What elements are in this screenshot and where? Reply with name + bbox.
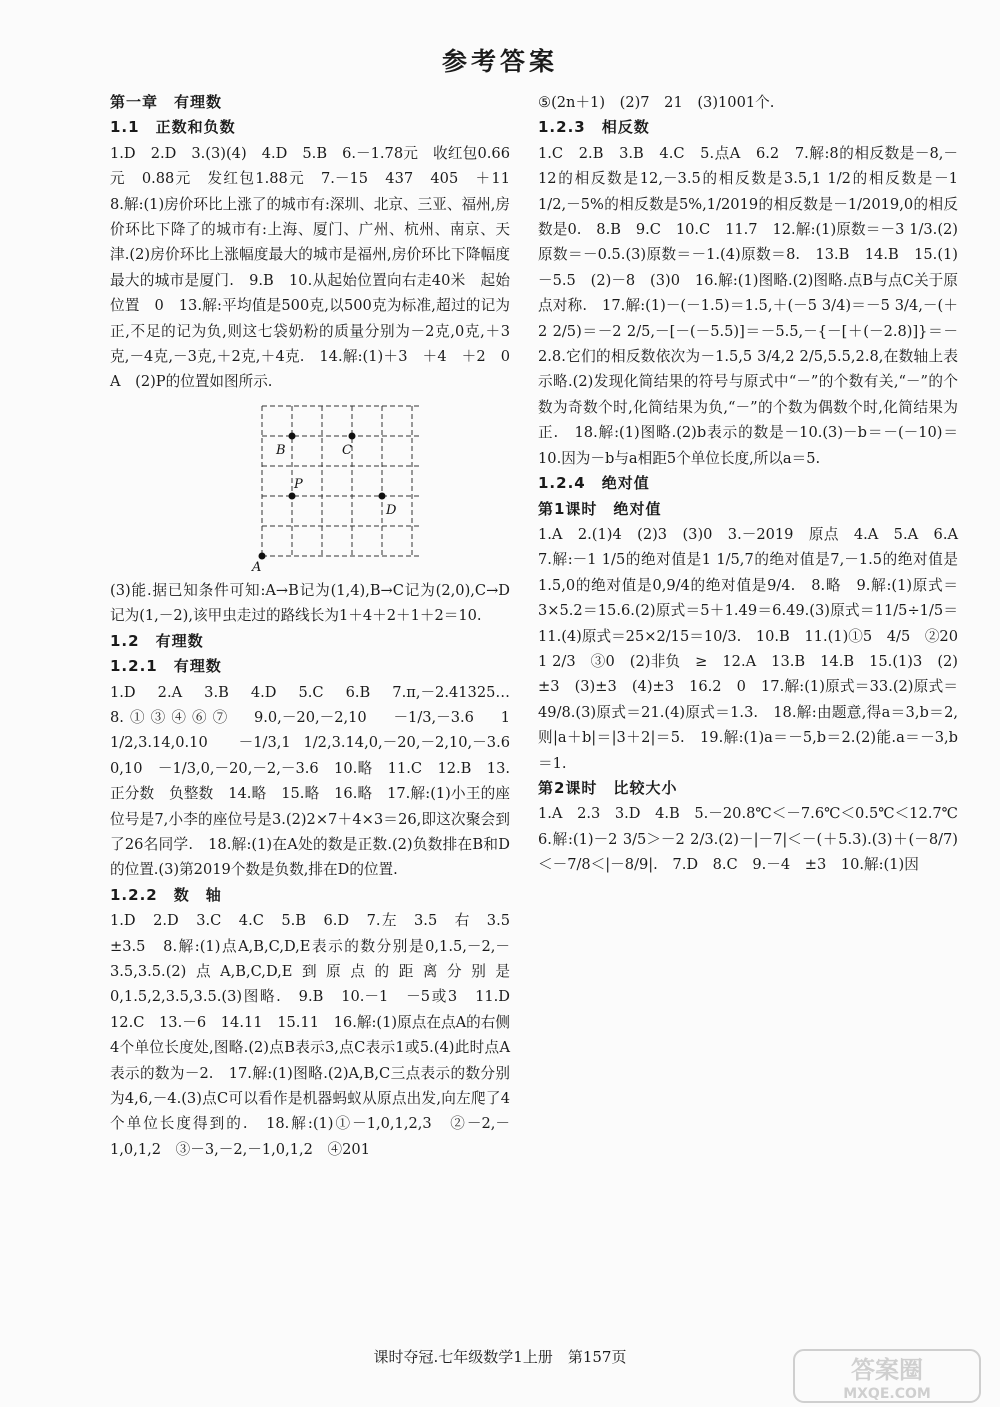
- answer-text: 1.D 2.A 3.B 4.D 5.C 6.B 7.π,－2.41325… 8.①③④⑥⑦ 9.0,－20,－2,10 －1/3,－3.6 1 1/2,3.14,0.10 －1/3,1 1/2,3.14,0,－20,－2,10,－3.6 0,10 －1/3,0,－20,－2,－3.6 10.略 11.C 12.B 13.正分数 负整数 14.略 15.略 16.略 17.解:(1)小王的座位号是7,小李的座位号是3.(2)2×7＋4×3＝26,即这次聚会到了26名同学. 18.解:(1)在A处的数是正数.(2)负数排在B和D的位置.(3)第2019个数是负数,排在D的位置.: [110, 683, 525, 879]
- section-heading: 1.2.3 相反数: [538, 118, 650, 137]
- point-a: [259, 552, 266, 559]
- page-footer: 课时夺冠.七年级数学1上册 第157页: [373, 1348, 627, 1366]
- section-heading: 1.1 正数和负数: [110, 118, 236, 137]
- point-p: [289, 492, 296, 499]
- point-b: [289, 432, 296, 439]
- section-heading: 第2课时 比较大小: [538, 778, 678, 797]
- answer-text: 1.A 2.(1)4 (2)3 (3)0 3.－2019 原点 4.A 5.A 6.A 7.解:－1 1/5的绝对值是1 1/5,7的绝对值是7,－1.5的绝对值是1.5,0的绝对值是0,9/4的绝对值是9/4. 8.略 9.解:(1)原式＝3×5.2＝15.6.(2)原式＝5＋1.49＝6.49.(3)原式＝11/5÷1/5＝11.(4)原式＝25×2/15＝10/3. 10.B 11.(1)①5 4/5 ②20 1 2/3 ③0 (2)非负 ≥ 12.A 13.B 14.B 15.(1)3 (2)±3 (3)±3 (4)±3 16.2 0 17.解:(1)原式＝33.(2)原式＝49/8.(3)原式＝21.(4)原式＝1.3. 18.解:由题意,得a＝3,b＝2,则|a＋b|＝|3＋2|＝5. 19.解:(1)a＝－5,b＝2.(2)能.a＝－3,b＝1.: [538, 525, 973, 772]
- section-heading: 第一章 有理数: [110, 93, 223, 111]
- left-column: [110, 90, 525, 1162]
- page-title: 参考答案: [441, 47, 558, 76]
- answer-text: 1.C 2.B 3.B 4.C 5.点A 6.2 7.解:8的相反数是－8,－12的相反数是12,－3.5的相反数是3.5,1 1/2的相反数是－1 1/2,－5%的相反数是5%,1/2019的相反数是－1/2019,0的相反数是0. 8.B 9.C 10.C 11.7 12.解:(1)原数＝－3 1/3.(2)原数＝－0.5.(3)原数＝－1.(4)原数＝8. 13.B 14.B 15.(1)－5.5 (2)－8 (3)0 16.解:(1)图略.(2)图略.点B与点C关于原点对称. 17.解:(1)－(－1.5)＝1.5,＋(－5 3/4)＝－5 3/4,－(＋2 2/5)＝－2 2/5,－[－(－5.5)]＝－5.5,－{－[＋(－2.8)]}＝－2.8.它们的相反数依次为－1.5,5 3/4,2 2/5,5.5,2.8,在数轴上表示略.(2)发现化简结果的符号与原式中“－”的个数有关,“－”的个数为奇数个时,化简结果为负,“－”的个数为偶数个时,化简结果为正. 18.解:(1)图略.(2)b表示的数是－10.(3)－b＝－(－10)＝10.因为－b与a相距5个单位长度,所以a＝5.: [538, 144, 958, 467]
- answer-text: 1.D 2.D 3.(3)(4) 4.D 5.B 6.－1.78元 收红包0.66元 0.88元 发红包1.88元 7.－15 437 405 ＋11 8.解:(1)房价环比上涨了的城市有:深圳、北京、三亚、福州,房价环比下降了的城市有:上海、厦门、广州、杭州、南京、天津.(2)房价环比上涨幅度最大的城市是福州,房价环比下降幅度最大的城市是厦门. 9.B 10.从起始位置向右走40米 起始位置 0 13.解:平均值是500克,以500克为标准,超过的记为正,不足的记为负,则这七袋奶粉的质量分别为－2克,0克,＋3克,－4克,－3克,＋2克,＋4克. 14.解:(1)＋3 ＋4 ＋2 0 A (2)P的位置如图所示.: [110, 144, 525, 391]
- label-b: B: [276, 442, 286, 458]
- answer-text: 1.D 2.D 3.C 4.C 5.B 6.D 7.左 3.5 右 3.5 ±3.5 8.解:(1)点A,B,C,D,E表示的数分别是0,1.5,－2,－3.5,3.5.(2)点A,B,C,D,E到原点的距离分别是0,1.5,2,3.5,3.5.(3)图略. 9.B 10.－1 －5或3 11.D 12.C 13.－6 14.11 15.11 16.解:(1)原点在点A的右侧4个单位长度处,图略.(2)点B表示3,点C表示1或5.(4)此时点A表示的数为－2. 17.解:(1)图略.(2)A,B,C三点表示的数分别为4,6,－4.(3)点C可以看作是机器蚂蚁从原点出发,向左爬了4个单位长度得到的. 18.解:(1)①－1,0,1,2,3 ②－2,－1,0,1,2 ③－3,－2,－1,0,1,2 ④201: [110, 912, 525, 1158]
- label-d: D: [386, 502, 397, 518]
- section-heading: 1.2.1 有理数: [110, 657, 222, 676]
- answer-text: 1.A 2.3 3.D 4.B 5.－20.8℃＜－7.6℃＜0.5℃＜12.7℃ 6.解:(1)－2 3/5＞－2 2/3.(2)－|－7|＜－(＋5.3).(3)＋(－8/7)＜－7/8＜|－8/9|. 7.D 8.C 9.－4 ±3 10.解:(1)因: [538, 805, 973, 874]
- point-c: [349, 432, 356, 439]
- watermark-line1: 答案圈: [851, 1356, 923, 1384]
- label-c: C: [342, 442, 352, 458]
- right-column: [538, 90, 973, 878]
- label-a: A: [252, 559, 262, 572]
- watermark-line2: MXQE.COM: [843, 1386, 931, 1402]
- section-heading: 1.2 有理数: [110, 631, 204, 650]
- grid-figure: [110, 398, 510, 572]
- point-d: [379, 492, 386, 499]
- section-heading: 1.2.2 数 轴: [110, 885, 222, 904]
- watermark-logo: [792, 1348, 982, 1404]
- section-heading: 第1课时 绝对值: [538, 499, 662, 518]
- answer-text: ⑤(2n＋1) (2)7 21 (3)1001个.: [538, 94, 775, 111]
- section-heading: 1.2.4 绝对值: [538, 474, 650, 493]
- answer-text: (3)能.据已知条件可知:A→B记为(1,4),B→C记为(2,0),C→D记为(1,－2),该甲虫走过的路线长为1＋4＋2＋1＋2＝10.: [110, 581, 510, 625]
- label-p: P: [294, 476, 303, 492]
